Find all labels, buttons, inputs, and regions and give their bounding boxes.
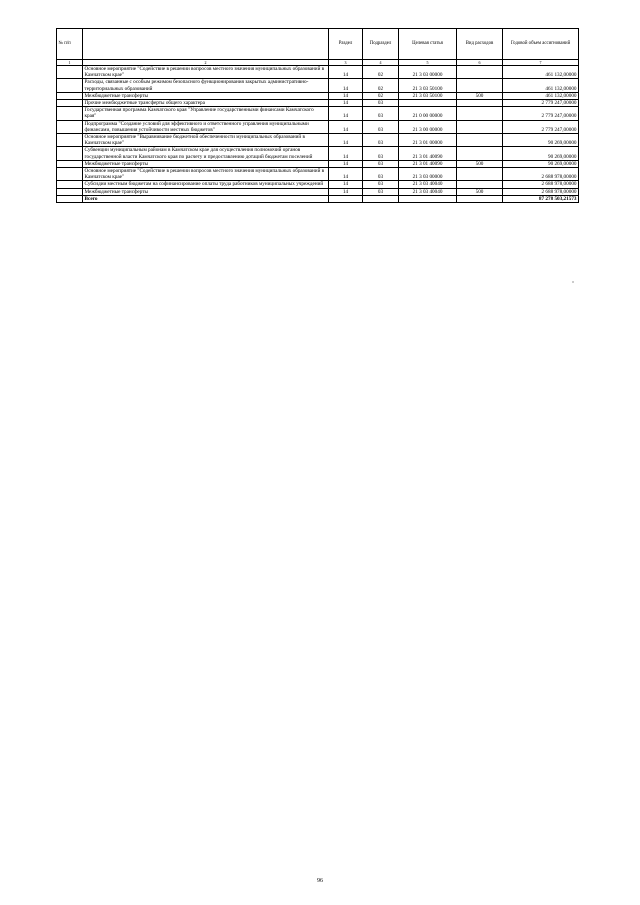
row-expense-type: 500 — [457, 160, 503, 167]
row-name: Подпрограмма "Создание условий для эффективного и ответственного управления муниципальными финансами, повышения устойчивости местных бюджетов" — [83, 120, 329, 133]
row-amount: 461 132,00000 — [503, 92, 579, 99]
row-num — [57, 120, 83, 133]
header-subsection: Подраздел — [363, 29, 399, 60]
row-section: 14 — [329, 147, 363, 160]
total-expense — [457, 195, 503, 202]
header-row — [57, 29, 579, 60]
row-amount: 2 688 978,00000 — [503, 181, 579, 188]
row-section: 14 — [329, 92, 363, 99]
row-name: Межбюджетные трансферты — [83, 92, 329, 99]
row-amount: 90 269,00000 — [503, 160, 579, 167]
row-target-article — [399, 100, 457, 107]
row-section: 14 — [329, 79, 363, 92]
total-target — [399, 195, 457, 202]
row-subsection: 02 — [363, 79, 399, 92]
row-num — [57, 168, 83, 181]
row-expense-type — [457, 168, 503, 181]
row-subsection: 03 — [363, 181, 399, 188]
header-target: Целевая статья — [399, 29, 457, 60]
budget-sheet — [56, 28, 578, 203]
row-target-article: 21 3 03 00000 — [399, 66, 457, 79]
header-amount: Годовой объем ассигнований — [503, 29, 579, 60]
row-section: 14 — [329, 66, 363, 79]
row-target-article: 21 3 01 00000 — [399, 134, 457, 147]
row-subsection: 03 — [363, 107, 399, 120]
total-num — [57, 195, 83, 202]
row-expense-type — [457, 120, 503, 133]
table-row — [57, 168, 579, 181]
total-section — [329, 195, 363, 202]
col-number: 6 — [457, 60, 503, 66]
row-subsection: 03 — [363, 120, 399, 133]
row-name: Основное мероприятие "Выравнивание бюджетной обеспеченности муниципальных образований в Камчатском крае" — [83, 134, 329, 147]
row-num — [57, 160, 83, 167]
row-target-article: 21 3 03 50100 — [399, 92, 457, 99]
row-expense-type — [457, 134, 503, 147]
row-name: Основное мероприятие "Содействие в решении вопросов местного значения муниципальных образований в Камчатском крае" — [83, 66, 329, 79]
row-name: Субвенции муниципальным районам в Камчатском крае для осуществления полномочий органов государственной власти Камчатского края по расчету и предоставлению дотаций бюджетам поселений — [83, 147, 329, 160]
row-amount: 90 269,00000 — [503, 147, 579, 160]
row-amount: 2 779 247,00000 — [503, 100, 579, 107]
table-row — [57, 92, 579, 99]
table-row — [57, 79, 579, 92]
row-num — [57, 66, 83, 79]
row-target-article: 21 3 00 00000 — [399, 120, 457, 133]
row-num — [57, 92, 83, 99]
row-section: 14 — [329, 100, 363, 107]
table-row — [57, 134, 579, 147]
row-target-article: 21 3 03 00000 — [399, 168, 457, 181]
row-num — [57, 134, 83, 147]
row-num — [57, 181, 83, 188]
row-expense-type: 500 — [457, 92, 503, 99]
row-subsection: 02 — [363, 92, 399, 99]
row-amount: 461 132,00000 — [503, 66, 579, 79]
total-subsection — [363, 195, 399, 202]
row-expense-type — [457, 181, 503, 188]
row-section: 14 — [329, 120, 363, 133]
row-amount: 2 779 247,00000 — [503, 107, 579, 120]
table-row — [57, 147, 579, 160]
row-target-article: 21 3 01 40090 — [399, 147, 457, 160]
table-row — [57, 107, 579, 120]
row-name: Межбюджетные трансферты — [83, 160, 329, 167]
row-subsection: 03 — [363, 160, 399, 167]
row-expense-type — [457, 100, 503, 107]
row-amount: 90 269,00000 — [503, 134, 579, 147]
row-subsection: 02 — [363, 66, 399, 79]
col-number: 3 — [329, 60, 363, 66]
row-name: Расходы, связанные с особым режимом безопасного функционирования закрытых административно-территориальных образований — [83, 79, 329, 92]
row-subsection: 03 — [363, 100, 399, 107]
row-expense-type — [457, 147, 503, 160]
col-number: 2 — [83, 60, 329, 66]
row-name: Государственная программа Камчатского края "Управление государственными финансами Камчатского края" — [83, 107, 329, 120]
row-name: Прочие межбюджетные трансферты общего характера — [83, 100, 329, 107]
row-name: Субсидии местным бюджетам на софинансирование оплаты труда работников муниципальных учреждений — [83, 181, 329, 188]
header-num: № п/п — [57, 29, 83, 60]
row-target-article: 21 3 03 50100 — [399, 79, 457, 92]
total-amount: 87 278 503,21573 — [503, 195, 579, 202]
row-expense-type — [457, 66, 503, 79]
row-section: 14 — [329, 134, 363, 147]
row-expense-type: 500 — [457, 188, 503, 195]
row-amount: 2 688 978,00000 — [503, 188, 579, 195]
row-amount: 2 779 247,00000 — [503, 120, 579, 133]
row-amount: 461 132,00000 — [503, 79, 579, 92]
row-subsection: 03 — [363, 134, 399, 147]
table-row — [57, 188, 579, 195]
table-row — [57, 160, 579, 167]
row-name: Межбюджетные трансферты — [83, 188, 329, 195]
row-subsection: 03 — [363, 188, 399, 195]
row-section: 14 — [329, 181, 363, 188]
row-section: 14 — [329, 160, 363, 167]
row-section: 14 — [329, 168, 363, 181]
col-number: 5 — [399, 60, 457, 66]
header-expense: Вид расходов — [457, 29, 503, 60]
row-num — [57, 79, 83, 92]
page-number: 96 — [317, 878, 323, 884]
row-num — [57, 188, 83, 195]
header-name — [83, 29, 329, 60]
row-target-article: 21 0 00 00000 — [399, 107, 457, 120]
row-section: 14 — [329, 188, 363, 195]
row-target-article: 21 3 01 40090 — [399, 160, 457, 167]
total-label: Всего — [83, 195, 329, 202]
row-amount: 2 688 978,00000 — [503, 168, 579, 181]
table-row — [57, 66, 579, 79]
table-row — [57, 100, 579, 107]
row-target-article: 21 3 03 40040 — [399, 181, 457, 188]
row-num — [57, 100, 83, 107]
table-row — [57, 120, 579, 133]
table-row — [57, 181, 579, 188]
row-name: Основное мероприятие "Содействие в решении вопросов местного значения муниципальных образований в Камчатском крае" — [83, 168, 329, 181]
row-subsection: 03 — [363, 147, 399, 160]
trailing-quote-mark: " — [572, 282, 575, 287]
row-subsection: 03 — [363, 168, 399, 181]
row-expense-type — [457, 107, 503, 120]
row-num — [57, 107, 83, 120]
col-number: 7 — [503, 60, 579, 66]
row-target-article: 21 3 03 40040 — [399, 188, 457, 195]
row-expense-type — [457, 79, 503, 92]
budget-table — [56, 28, 579, 203]
col-number: 4 — [363, 60, 399, 66]
row-section: 14 — [329, 107, 363, 120]
col-number: 1 — [57, 60, 83, 66]
header-section: Раздел — [329, 29, 363, 60]
row-num — [57, 147, 83, 160]
total-row — [57, 195, 579, 202]
